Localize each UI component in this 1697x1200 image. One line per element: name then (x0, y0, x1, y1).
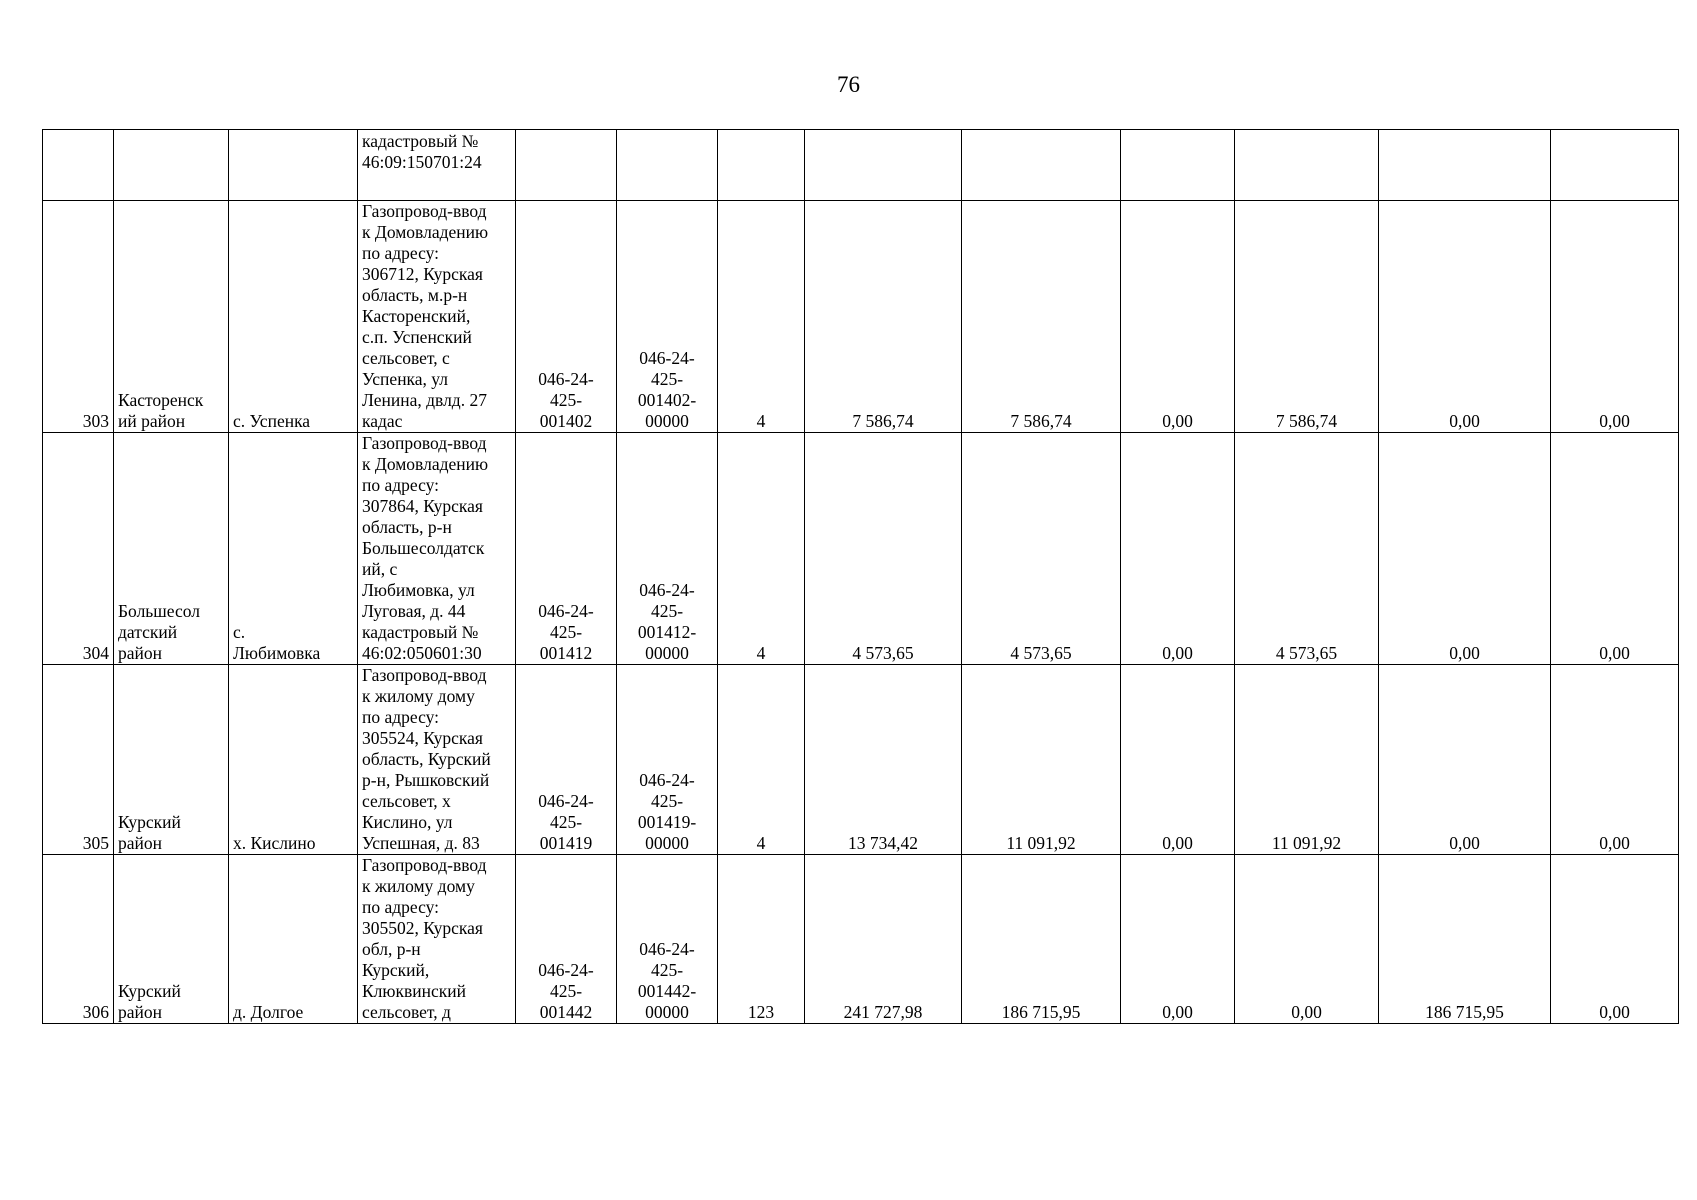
value-4-cell (1235, 665, 1379, 855)
settlement-cell (229, 433, 358, 665)
value-1-text: 7 586,74 (852, 411, 914, 431)
object-full-code-text: 046-24- 425- 001442- 00000 (637, 939, 697, 1022)
district-text: Большесол датский район (118, 601, 200, 663)
value-2-cell (962, 855, 1121, 1024)
district-cell (114, 855, 229, 1024)
object-full-code-text: 046-24- 425- 001419- 00000 (637, 770, 697, 853)
value-6-cell (1551, 130, 1679, 201)
settlement-text: д. Долгое (233, 1002, 304, 1022)
object-description-text: Газопровод-ввод к Домовладению по адресу: 306712, Курская область, м.р-н Касторенский, с.п. Успенский сельсовет, с Успенка, ул Ленина, двлд. 27 кадас (362, 201, 489, 431)
quantity-cell (718, 130, 805, 201)
value-1-cell (805, 433, 962, 665)
value-4-text: 11 091,92 (1271, 833, 1342, 853)
table-row (43, 433, 1679, 665)
value-1-cell (805, 130, 962, 201)
object-description-cell (358, 433, 516, 665)
value-2-cell (962, 433, 1121, 665)
value-5-text: 0,00 (1449, 411, 1480, 431)
object-code-text: 046-24- 425- 001412 (538, 601, 594, 663)
value-1-text: 13 734,42 (848, 833, 918, 853)
object-code-cell (516, 665, 617, 855)
row-number-text: 305 (82, 833, 109, 853)
value-3-cell (1121, 855, 1235, 1024)
row-number-text: 303 (82, 411, 109, 431)
value-6-text: 0,00 (1599, 643, 1630, 663)
object-code-cell (516, 201, 617, 433)
value-6-cell (1551, 433, 1679, 665)
value-3-cell (1121, 130, 1235, 201)
object-full-code-cell (617, 665, 718, 855)
value-5-text: 0,00 (1449, 833, 1480, 853)
value-2-cell (962, 665, 1121, 855)
object-code-text: 046-24- 425- 001402 (538, 369, 594, 431)
value-5-cell (1379, 433, 1551, 665)
quantity-cell (718, 433, 805, 665)
table-row (43, 665, 1679, 855)
object-code-text: 046-24- 425- 001442 (538, 960, 594, 1022)
object-code-cell (516, 433, 617, 665)
settlement-text: х. Кислино (233, 833, 316, 853)
object-full-code-text: 046-24- 425- 001412- 00000 (637, 580, 697, 663)
value-4-cell (1235, 433, 1379, 665)
data-table (42, 129, 1679, 1024)
value-1-cell (805, 201, 962, 433)
settlement-cell (229, 665, 358, 855)
value-1-cell (805, 855, 962, 1024)
row-number-cell (43, 433, 114, 665)
value-4-text: 7 586,74 (1275, 411, 1338, 431)
object-description-cell (358, 855, 516, 1024)
value-2-text: 4 573,65 (1010, 643, 1072, 663)
table-row (43, 130, 1679, 201)
value-5-text: 0,00 (1449, 643, 1480, 663)
district-text: Касторенск ий район (118, 390, 204, 431)
value-6-text: 0,00 (1599, 833, 1630, 853)
value-4-cell (1235, 855, 1379, 1024)
value-4-cell (1235, 201, 1379, 433)
district-cell (114, 433, 229, 665)
row-number-cell (43, 130, 114, 201)
value-5-text: 186 715,95 (1425, 1002, 1504, 1022)
object-code-text: 046-24- 425- 001419 (538, 791, 594, 853)
value-3-cell (1121, 433, 1235, 665)
object-description-text: Газопровод-ввод к Домовладению по адресу: 307864, Курская область, р-н Большесолдатск ий, с Любимовка, ул Луговая, д. 44 кадастровый № 46:02:050601:30 (362, 433, 489, 663)
value-4-cell (1235, 130, 1379, 201)
value-5-cell (1379, 130, 1551, 201)
value-3-text: 0,00 (1162, 833, 1193, 853)
value-4-text: 0,00 (1291, 1002, 1322, 1022)
value-3-text: 0,00 (1162, 411, 1193, 431)
settlement-text: с. Любимовка (233, 622, 321, 663)
quantity-text: 123 (747, 1002, 775, 1022)
value-4-text: 4 573,65 (1275, 643, 1338, 663)
value-6-text: 0,00 (1599, 411, 1630, 431)
value-3-text: 0,00 (1162, 1002, 1193, 1022)
object-full-code-text: 046-24- 425- 001402- 00000 (637, 348, 697, 431)
quantity-cell (718, 201, 805, 433)
row-number-cell (43, 665, 114, 855)
settlement-text: с. Успенка (233, 411, 311, 431)
settlement-cell (229, 130, 358, 201)
quantity-cell (718, 665, 805, 855)
page-number: 76 (837, 72, 860, 97)
settlement-cell (229, 855, 358, 1024)
object-description-text: кадастровый № 46:09:150701:24 (362, 131, 482, 172)
value-3-text: 0,00 (1162, 643, 1193, 663)
district-text: Курский район (118, 812, 181, 853)
object-code-cell (516, 855, 617, 1024)
district-cell (114, 130, 229, 201)
value-6-cell (1551, 855, 1679, 1024)
object-description-cell (358, 130, 516, 201)
value-5-cell (1379, 201, 1551, 433)
object-code-cell (516, 130, 617, 201)
value-2-text: 11 091,92 (1006, 833, 1076, 853)
object-full-code-cell (617, 433, 718, 665)
value-6-text: 0,00 (1599, 1002, 1630, 1022)
value-5-cell (1379, 665, 1551, 855)
quantity-text: 4 (756, 643, 766, 663)
object-description-text: Газопровод-ввод к жилому дому по адресу: 305502, Курская обл, р-н Курский, Клюквинский сельсовет, д (362, 855, 487, 1022)
object-full-code-cell (617, 130, 718, 201)
table-row (43, 855, 1679, 1024)
value-2-cell (962, 130, 1121, 201)
value-1-text: 241 727,98 (843, 1002, 923, 1022)
value-2-text: 7 586,74 (1010, 411, 1072, 431)
object-description-cell (358, 665, 516, 855)
row-number-text: 304 (82, 643, 109, 663)
value-1-cell (805, 665, 962, 855)
value-1-text: 4 573,65 (852, 643, 914, 663)
district-cell (114, 201, 229, 433)
value-6-cell (1551, 201, 1679, 433)
row-number-text: 306 (82, 1002, 109, 1022)
value-2-text: 186 715,95 (1001, 1002, 1081, 1022)
value-6-cell (1551, 665, 1679, 855)
quantity-text: 4 (756, 411, 766, 431)
row-number-cell (43, 201, 114, 433)
value-3-cell (1121, 201, 1235, 433)
quantity-cell (718, 855, 805, 1024)
object-description-cell (358, 201, 516, 433)
table-row (43, 201, 1679, 433)
row-number-cell (43, 855, 114, 1024)
object-full-code-cell (617, 855, 718, 1024)
settlement-cell (229, 201, 358, 433)
value-5-cell (1379, 855, 1551, 1024)
district-text: Курский район (118, 981, 181, 1022)
quantity-text: 4 (756, 833, 766, 853)
object-full-code-cell (617, 201, 718, 433)
value-2-cell (962, 201, 1121, 433)
value-3-cell (1121, 665, 1235, 855)
district-cell (114, 665, 229, 855)
object-description-text: Газопровод-ввод к жилому дому по адресу: 305524, Курская область, Курский р-н, Рышковский сельсовет, х Кислино, ул Успешная, д. 83 (362, 665, 491, 853)
